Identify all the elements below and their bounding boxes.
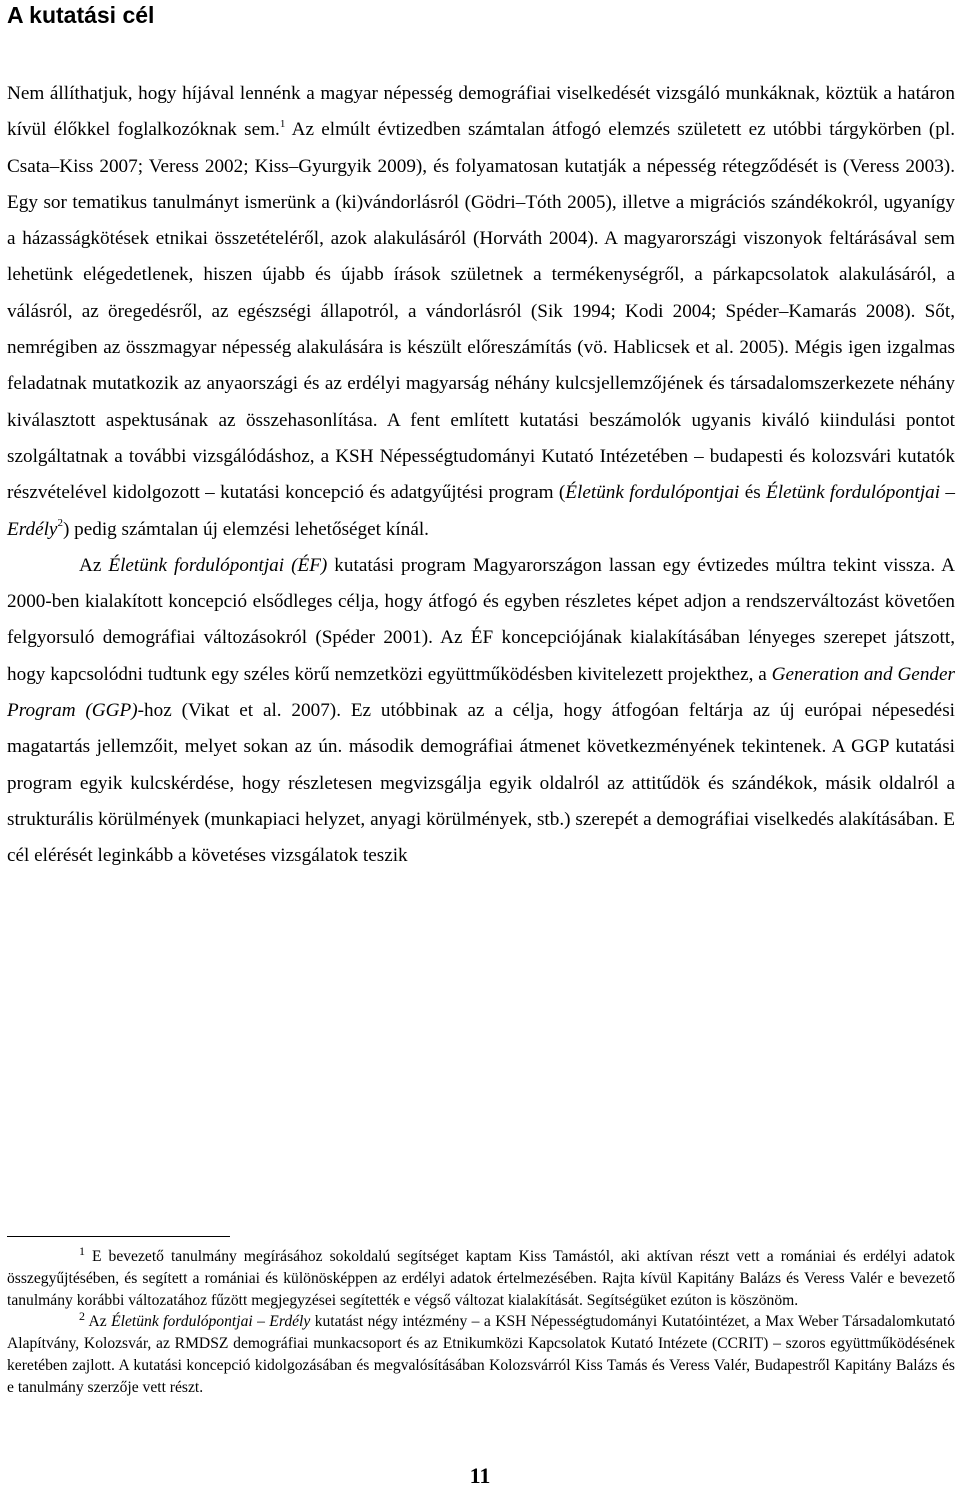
footnote-ref-1[interactable]: 1 [279, 117, 286, 130]
footnote-1-text: E bevezető tanulmány megírásához sokoldalú segítséget kaptam Kiss Tamástól, aki aktívan részt vett a romániai és erdélyi adatok összegyűjtésében, és segített a romániai és különösképpen az erdélyi adatok értelmezésében. Rajta kívül Kapitány Balázs és Veress Valér e bevezető tanulmány korábbi változatához fűzött megjegyzései segítették e végső változat kialakítását. Segítségüket ezúton is köszönöm. [7, 1248, 955, 1309]
p1-text-c: ) pedig számtalan új elemzési lehetőséget kínál. [62, 518, 429, 540]
paragraph-2 [7, 548, 955, 875]
section-heading: A kutatási cél [7, 2, 155, 28]
p2-text-a: Az [79, 554, 109, 576]
footnote-1 [7, 1243, 955, 1311]
p1-italic-title-1: Életünk fordulópontjai [565, 482, 740, 504]
page-number: 11 [469, 1463, 491, 1488]
p1-and: és [739, 482, 767, 504]
p1-text-b: Az elmúlt évtizedben számtalan átfogó elemzés született ez utóbbi tárgykörben (pl. Csata–Kiss 2007; Veress 2002; Kiss–Gyurgyik 2009), és folyamatosan kutatják a népesség rétegződését is (Veress 2003). Egy sor tematikus tanulmányt ismerünk a (ki)vándorlásról (Gödri–Tóth 2005), illetve a migrációs szándékokról, ugyanígy a házasságkötések etnikai összetételéről, azok alakulásáról (Horváth 2004). A magyarországi viszonyok feltárásával sem lehetünk elégedetlenek, hiszen újabb és újabb írások születnek a termékenységről, a párkapcsolatok alakulásáról, a válásról, az öregedésről, az egészségi állapotról, a vándorlásról (Sik 1994; Kodi 2004; Spéder–Kamarás 2008). Sőt, nemrégiben az összmagyar népesség alakulására is készült előreszámítás (vö. Hablicsek et al. 2005). Mégis igen izgalmas feladatnak mutatkozik az anyaországi és az erdélyi magyarság néhány kulcsjellemzőjének és társadalomszerkezete néhány kiválasztott aspektusának az összehasonlítása. A fent említett kutatási beszámolók ugyanis kiváló kiindulási pontot szolgáltatnak a további vizsgálódáshoz, a KSH Népességtudományi Kutató Intézetében – budapesti és kolozsvári kutatók részvételével kidolgozott – kutatási koncepció és adatgyűjtési program ( [7, 119, 955, 504]
footnote-2-text: kutatást négy intézmény – a KSH Népességtudományi Kutatóintézet, a Max Weber Társadalomkutató Alapítvány, Kolozsvár, az RMDSZ demográfiai munkacsoport és az Etnikumközi Kapcsolatok Kutató Intézete (CCRIT) – szoros együttműködésének keretében zajlott. A kutatási koncepció kidolgozásában és megvalósításában Kolozsvárról Kiss Tamás és Veress Valér, Budapestről Kapitány Balázs és e tanulmány szerzője vett részt. [7, 1313, 955, 1396]
footnote-2-italic: Életünk fordulópontjai – Erdély [111, 1313, 311, 1331]
footnote-separator [7, 1236, 230, 1237]
p2-text-c: -hoz (Vikat et al. 2007). Ez utóbbinak az a célja, hogy átfogóan feltárja az új európai népesedési magatartás jellemzőit, melyet sokan az ún. második demográfiai átmenet következményének tekintenek. A GGP kutatási program egyik kulcskérdése, hogy részletesen megvizsgálja egyik oldalról az attitűdök és szándékok, másik oldalról a strukturális körülmények (munkapiaci helyzet, anyagi körülmények, stb.) szerepét a demográfiai viselkedés alakításában. E cél elérését leginkább a követéses vizsgálatok teszik [7, 700, 955, 867]
paragraph-1 [7, 76, 955, 548]
p1-text-a: Nem állíthatjuk, hogy híjával lennénk a magyar népesség demográfiai viselkedését vizsgáló munkáknak, köztük a határon kívül élőkkel foglalkozóknak sem. [7, 83, 955, 141]
footnote-2 [7, 1311, 955, 1398]
p2-italic-ggp: Generation and Gender Program (GGP) [7, 663, 955, 722]
body-text [7, 76, 955, 875]
footnote-2-number: 2 [79, 1309, 85, 1324]
p2-text-b: kutatási program Magyarországon lassan egy évtizedes múltra tekint vissza. A 2000-ben kialakított koncepció elsődleges célja, hogy átfogó és egyben részletes képet adjon a rendszerváltozást követően felgyorsuló demográfiai változásokról (Spéder 2001). Az ÉF koncepciójának kialakításában lényeges szerepet játszott, hogy kapcsolódni tudtunk egy széles körű nemzetközi együttműködésben kivitelezett projekthez, a [7, 554, 955, 685]
footnote-2-pre: Az [85, 1313, 112, 1331]
footnote-1-number: 1 [79, 1243, 85, 1258]
footnotes [7, 1243, 955, 1399]
p2-italic-ef: Életünk fordulópontjai (ÉF) [108, 554, 328, 576]
footnote-ref-2[interactable]: 2 [57, 517, 63, 530]
p1-italic-title-2: Életünk fordulópontjai – Erdély [7, 482, 956, 540]
